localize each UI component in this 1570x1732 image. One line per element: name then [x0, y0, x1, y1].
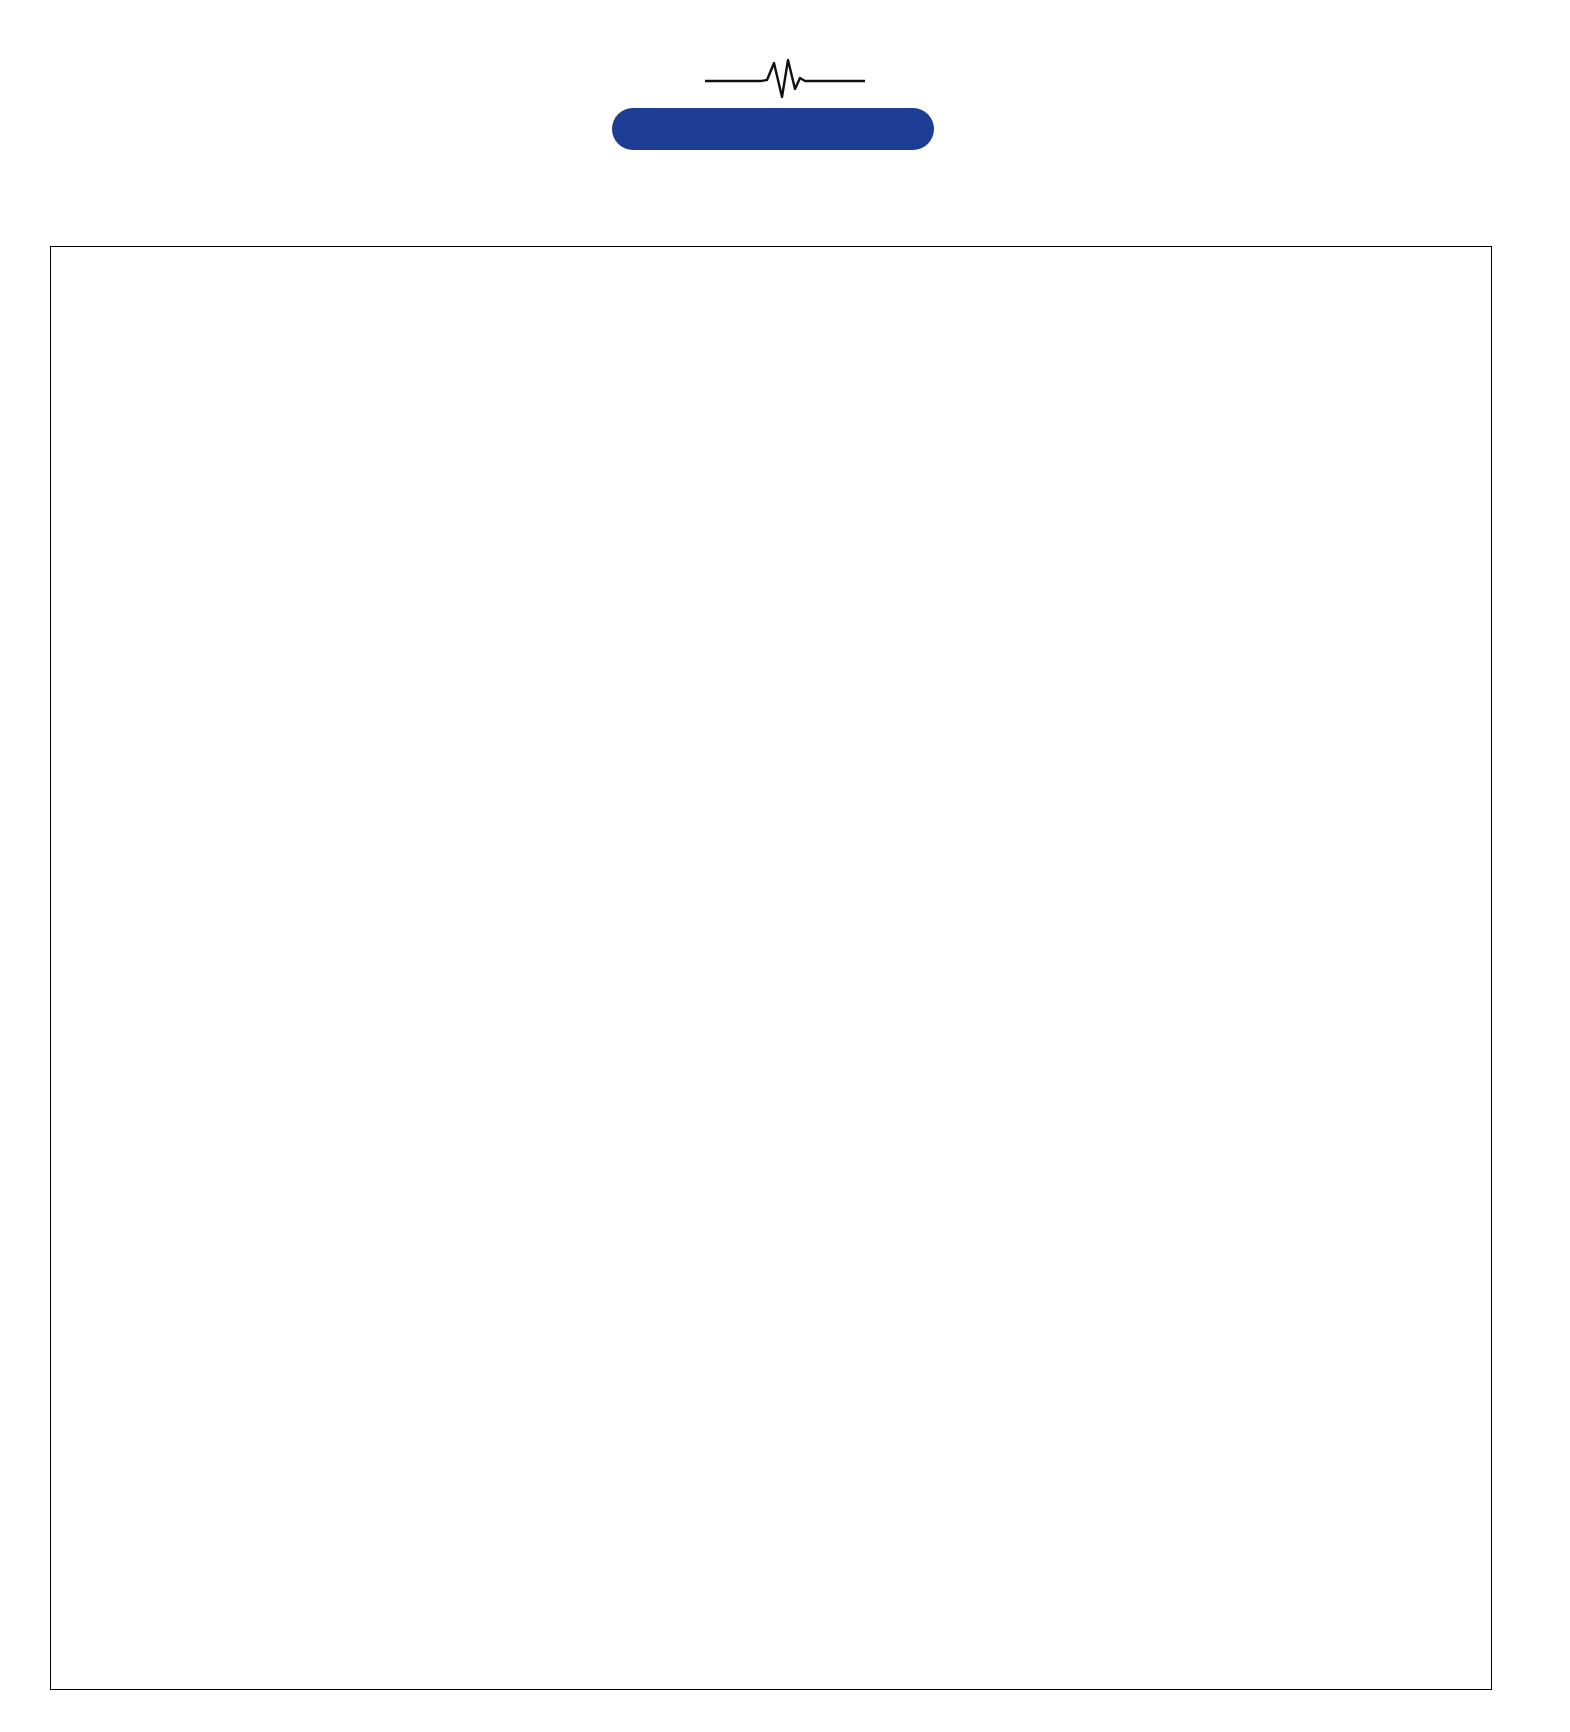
helicorder-plot — [50, 246, 1492, 1690]
helicorder-canvas — [51, 247, 1491, 1689]
url-button[interactable] — [612, 108, 934, 150]
x-axis-ticks — [50, 1690, 1492, 1703]
seismic-waveform-icon — [705, 57, 865, 103]
